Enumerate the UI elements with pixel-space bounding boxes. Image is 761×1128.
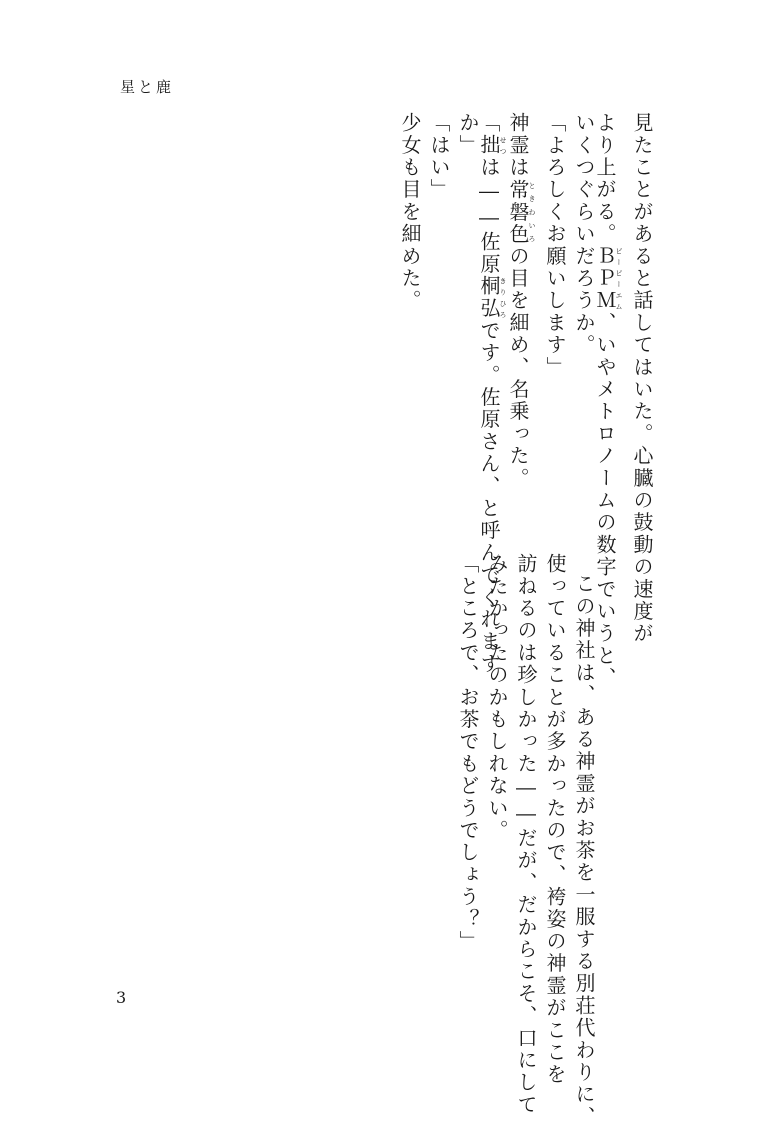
text-column: 少女も目を細めた。 xyxy=(398,112,422,312)
ruby-annotation xyxy=(477,134,507,157)
ruby-base: ＢＰＭ xyxy=(593,245,617,312)
text-column: 訪ねるのは珍しかった――だが、だからこそ、口にして xyxy=(514,553,538,1116)
ruby-base: 拙 xyxy=(477,134,501,157)
text-segment: は――佐原 xyxy=(477,156,501,276)
ruby-base: 常磐色 xyxy=(506,178,530,246)
text-column: 「はい」 xyxy=(427,112,451,201)
text-column: 「ところで、お茶でもどうでしょう？」 xyxy=(456,553,480,953)
ruby-base: 桐弘 xyxy=(477,275,501,320)
text-segment: より上がる。 xyxy=(593,112,617,246)
text-column: みたかったのかもしれない。 xyxy=(485,553,509,842)
text-segment: 「 xyxy=(477,112,501,135)
text-column: 使っていることが多かったので、袴姿の神霊がここを xyxy=(543,553,567,1086)
text-segment: 、いやメトロノームの数字でいうと、 xyxy=(593,311,617,690)
ruby-annotation xyxy=(506,178,536,246)
running-header-title: 星と鹿 xyxy=(120,78,175,96)
text-column xyxy=(593,112,623,690)
text-segment: です。佐原さん、と呼んでくれます xyxy=(477,319,501,676)
text-column: 「よろしくお願いします」 xyxy=(543,112,567,379)
text-column: か」 xyxy=(456,112,480,157)
ruby-text: ビーピーエム xyxy=(615,245,623,312)
ruby-annotation xyxy=(593,245,623,312)
text-column xyxy=(506,112,536,490)
text-segment: の目を細め、名乗った。 xyxy=(506,245,530,490)
ruby-annotation xyxy=(477,275,507,320)
text-column: この神社は、ある神霊がお茶を一服する別荘代わりに、 xyxy=(572,573,596,1128)
ruby-text: ときわいろ xyxy=(528,178,536,246)
page-number: 3 xyxy=(116,988,127,1007)
text-segment: 神霊は xyxy=(506,112,530,179)
ruby-text: せつ xyxy=(499,134,507,157)
ruby-text: きりひろ xyxy=(499,275,507,320)
text-column: 見たことがあると話してはいた。心臓の鼓動の速度が xyxy=(630,112,654,645)
text-column: いくつぐらいだろうか。 xyxy=(572,112,596,357)
